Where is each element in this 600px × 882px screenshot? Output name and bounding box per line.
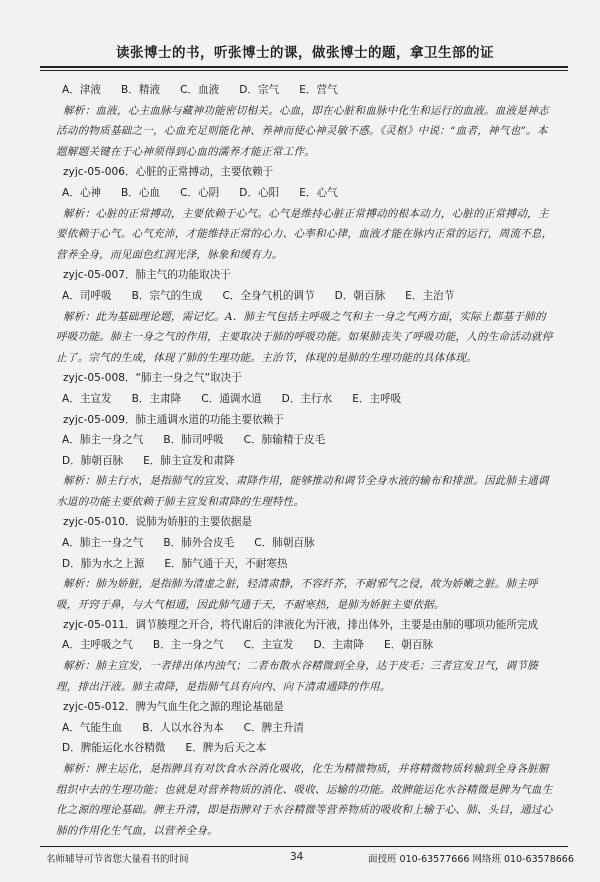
answer-option: D．肺朝百脉 bbox=[62, 454, 124, 467]
question-stem: zyjc-05-011．调节腠理之开合，将代谢后的津液化为汗液，排出体外，主要是由肺的哪项功能所完成 bbox=[63, 619, 539, 632]
page-header-title: 读张博士的书，听张博士的课，做张博士的题，拿卫生部的证 bbox=[116, 45, 494, 61]
footer-rule bbox=[40, 846, 568, 847]
question-stem: zyjc-05-008．“肺主一身之气”取决于 bbox=[63, 372, 242, 385]
analysis-text: 解析：脾主运化，是指脾具有对饮食水谷消化吸收，化生为精微物质，并将精微物质转输到全身各脏腑组织中去的生理功能；也就是对营养物质的消化、吸收、运输的功能。故脾能运化水谷精微是脾为气血生化之源的理论基础。脾主升清，即是指脾对于水谷精微等营养物质的吸收和上输于心、肺、头目，通过心肺的作用化生气血，以营养全身。 bbox=[56, 763, 553, 837]
question-stem: zyjc-05-009．肺主通调水道的功能主要依赖于 bbox=[63, 413, 284, 426]
answer-option: C．脾主升清 bbox=[243, 721, 305, 734]
answer-option: A．气能生血 bbox=[62, 721, 123, 734]
page-number: 34 bbox=[290, 851, 304, 863]
answer-option: A．肺主一身之气 bbox=[62, 434, 144, 447]
answer-option: A．司呼吸 bbox=[62, 289, 112, 302]
answer-options bbox=[56, 286, 554, 307]
answer-option: D．主肃降 bbox=[313, 639, 364, 652]
answer-option: D．朝百脉 bbox=[334, 289, 386, 302]
question-stem: zyjc-05-007．肺主气的功能取决于 bbox=[63, 269, 231, 282]
answer-option: A．主宣发 bbox=[62, 392, 112, 405]
answer-option: B．主一身之气 bbox=[152, 639, 224, 652]
answer-option: C．肺朝百脉 bbox=[254, 537, 315, 550]
analysis-text: 解析：血液，心主血脉与藏神功能密切相关。心血，即在心脏和血脉中化生和运行的血液。血液是神志活动的物质基础之一，心血充足则能化神、养神而使心神灵敏不惑。《灵枢》中说：“血者，神气也”。本题解题关键在于心神须得到心血的濡养才能正常工作。 bbox=[56, 104, 549, 158]
answer-option: D．脾能运化水谷精微 bbox=[62, 742, 166, 755]
answer-option: C．通调水道 bbox=[201, 392, 262, 405]
page-body bbox=[56, 80, 554, 841]
answer-option: B．宗气的生成 bbox=[131, 289, 203, 302]
answer-options bbox=[56, 635, 554, 656]
header-rule bbox=[40, 70, 568, 71]
answer-options bbox=[56, 430, 554, 451]
answer-option: D．肺为水之上源 bbox=[62, 557, 145, 570]
analysis-text: 解析：此为基础理论题，需记忆。A．肺主气包括主呼吸之气和主一身之气两方面，实际上都基于肺的呼吸功能。肺主一身之气的作用，主要取决于肺的呼吸功能。如果肺丧失了呼吸功能，人的生命活动就停止了。宗气的生成，体现了肺的生理功能。主治节，体现的是肺的生理功能的具体体现。 bbox=[56, 310, 553, 364]
answer-options bbox=[56, 389, 554, 410]
answer-option: A．肺主一身之气 bbox=[62, 537, 144, 550]
footer-slogan: 名师辅导可节省您大量看书的时间 bbox=[46, 854, 189, 865]
answer-option: E．朝百脉 bbox=[383, 639, 434, 652]
answer-option: A．心神 bbox=[62, 186, 102, 199]
answer-option: E．肺气通于天，不耐寒热 bbox=[164, 557, 288, 570]
answer-option: C．心阴 bbox=[180, 186, 220, 199]
footer-contact: 面授班 010-63577666 网络班 010-63578666 bbox=[368, 854, 574, 865]
answer-option: C．主宣发 bbox=[243, 639, 294, 652]
question-stem: zyjc-05-012．脾为气血生化之源的理论基础是 bbox=[63, 701, 284, 714]
answer-option: C．全身气机的调节 bbox=[222, 289, 315, 302]
analysis-text: 解析：肺主宣发，一者排出体内浊气；二者布散水谷精微到全身，达于皮毛；三者宣发卫气，调节腠理，排出汗液。肺主肃降，是指肺气具有向内、向下清肃通降的作用。 bbox=[56, 660, 538, 693]
question-stem: zyjc-05-010．说肺为娇脏的主要依据是 bbox=[63, 516, 253, 529]
answer-options bbox=[56, 554, 554, 575]
analysis-text: 解析：肺主行水，是指肺气的宣发、肃降作用，能够推动和调节全身水液的输布和排泄。因此肺主通调水道的功能主要依赖于肺主宣发和肃降的生理特性。 bbox=[56, 475, 549, 508]
answer-options bbox=[56, 533, 554, 554]
answer-option: D．主行水 bbox=[281, 392, 333, 405]
answer-option: E．主治节 bbox=[405, 289, 455, 302]
answer-option: D．心阳 bbox=[239, 186, 280, 199]
question-stem: zyjc-05-006．心脏的正常搏动，主要依赖于 bbox=[63, 166, 274, 179]
answer-options bbox=[56, 80, 554, 101]
analysis-text: 解析：心脏的正常搏动，主要依赖于心气。心气是维持心脏正常搏动的根本动力，心脏的正常搏动，主要依赖于心气。心气充沛，才能维持正常的心力、心率和心律，血液才能在脉内正常的运行，周流不息，营养全身，而见面色红润光泽，脉象和缓有力。 bbox=[56, 207, 553, 261]
answer-option: B．精液 bbox=[121, 84, 161, 96]
answer-option: D．宗气 bbox=[239, 84, 280, 96]
header-rule bbox=[40, 66, 568, 68]
answer-option: E．心气 bbox=[299, 186, 338, 199]
answer-options bbox=[56, 451, 554, 472]
answer-option: C．肺输精于皮毛 bbox=[243, 434, 326, 447]
answer-options bbox=[56, 738, 554, 759]
answer-option: A．津液 bbox=[62, 84, 102, 96]
answer-option: E．脾为后天之本 bbox=[185, 742, 267, 755]
answer-option: B．主肃降 bbox=[131, 392, 182, 405]
answer-option: B．肺外合皮毛 bbox=[163, 537, 235, 550]
answer-options bbox=[56, 183, 554, 204]
answer-option: B．心血 bbox=[121, 186, 161, 199]
answer-option: E．营气 bbox=[299, 84, 338, 96]
answer-option: C．血液 bbox=[180, 84, 220, 96]
answer-option: E．肺主宣发和肃降 bbox=[143, 454, 235, 467]
answer-option: A．主呼吸之气 bbox=[62, 639, 133, 652]
answer-options bbox=[56, 718, 554, 739]
analysis-text: 解析：肺为娇脏，是指肺为清虚之脏，轻清肃静，不容纤芥，不耐邪气之侵，故为娇嫩之脏。肺主呼吸，开窍于鼻，与大气相通，因此肺气通于天，不耐寒热，是肺为娇脏主要依据。 bbox=[56, 578, 538, 611]
answer-option: E．主呼吸 bbox=[352, 392, 402, 405]
answer-option: B．人以水谷为本 bbox=[142, 721, 224, 734]
answer-option: B．肺司呼吸 bbox=[163, 434, 224, 447]
